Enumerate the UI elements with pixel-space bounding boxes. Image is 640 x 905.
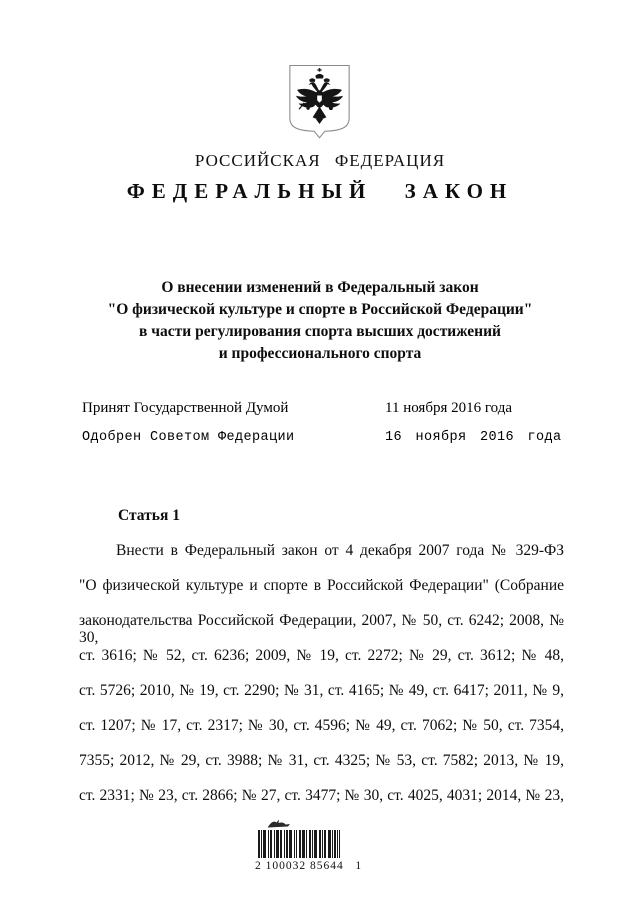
law-title-line: О внесении изменений в Федеральный закон (161, 279, 479, 296)
council-date: 16 ноября 2016 года (385, 430, 562, 445)
document-type-heading: ФЕДЕРАЛЬНЫЙ ЗАКОН (126, 179, 514, 203)
law-title-line: и профессионального спорта (218, 345, 422, 362)
article-heading: Статья 1 (118, 507, 180, 524)
barcode-block (255, 816, 363, 876)
body-line: ст. 3616; № 52, ст. 6236; 2009, № 19, ст. 2272; № 29, ст. 3612; № 48, (79, 647, 564, 664)
adoption-block (80, 400, 562, 460)
body-line: Внести в Федеральный закон от 4 декабря 2007 года № 329-ФЗ (116, 542, 564, 559)
body-line: "О физической культуре и спорте в Российской Федерации" (Собрание (79, 577, 564, 594)
russia-coat-of-arms-icon (285, 64, 354, 140)
duma-label: Принят Государственной Думой (82, 400, 289, 416)
law-title-line: "О физической культуре и спорте в Российской Федерации" (107, 301, 533, 318)
body-line: ст. 2331; № 23, ст. 2866; № 27, ст. 3477; № 30, ст. 4025, 4031; 2014, № 23, (79, 787, 564, 804)
law-title (55, 277, 585, 365)
barcode-icon (258, 830, 340, 863)
barcode-number: 2 100032 85644 1 (255, 860, 363, 872)
country-heading: РОССИЙСКАЯ ФЕДЕРАЦИЯ (194, 151, 446, 170)
body-line: ст. 1207; № 17, ст. 2317; № 30, ст. 4596; № 49, ст. 7062; № 50, ст. 7354, (79, 717, 564, 734)
duma-date: 11 ноября 2016 года (385, 400, 513, 416)
body-line: 7355; 2012, № 29, ст. 3988; № 31, ст. 4325; № 53, ст. 7582; 2013, № 19, (79, 752, 564, 769)
body-line: законодательства Российской Федерации, 2007, № 50, ст. 6242; 2008, № 30, (79, 612, 564, 646)
law-title-line: в части регулирования спорта высших достижений (139, 323, 501, 340)
body-line: ст. 5726; 2010, № 19, ст. 2290; № 31, ст. 4165; № 49, ст. 6417; 2011, № 9, (79, 682, 564, 699)
council-label: Одобрен Советом Федерации (82, 430, 295, 445)
article-body (79, 542, 564, 822)
